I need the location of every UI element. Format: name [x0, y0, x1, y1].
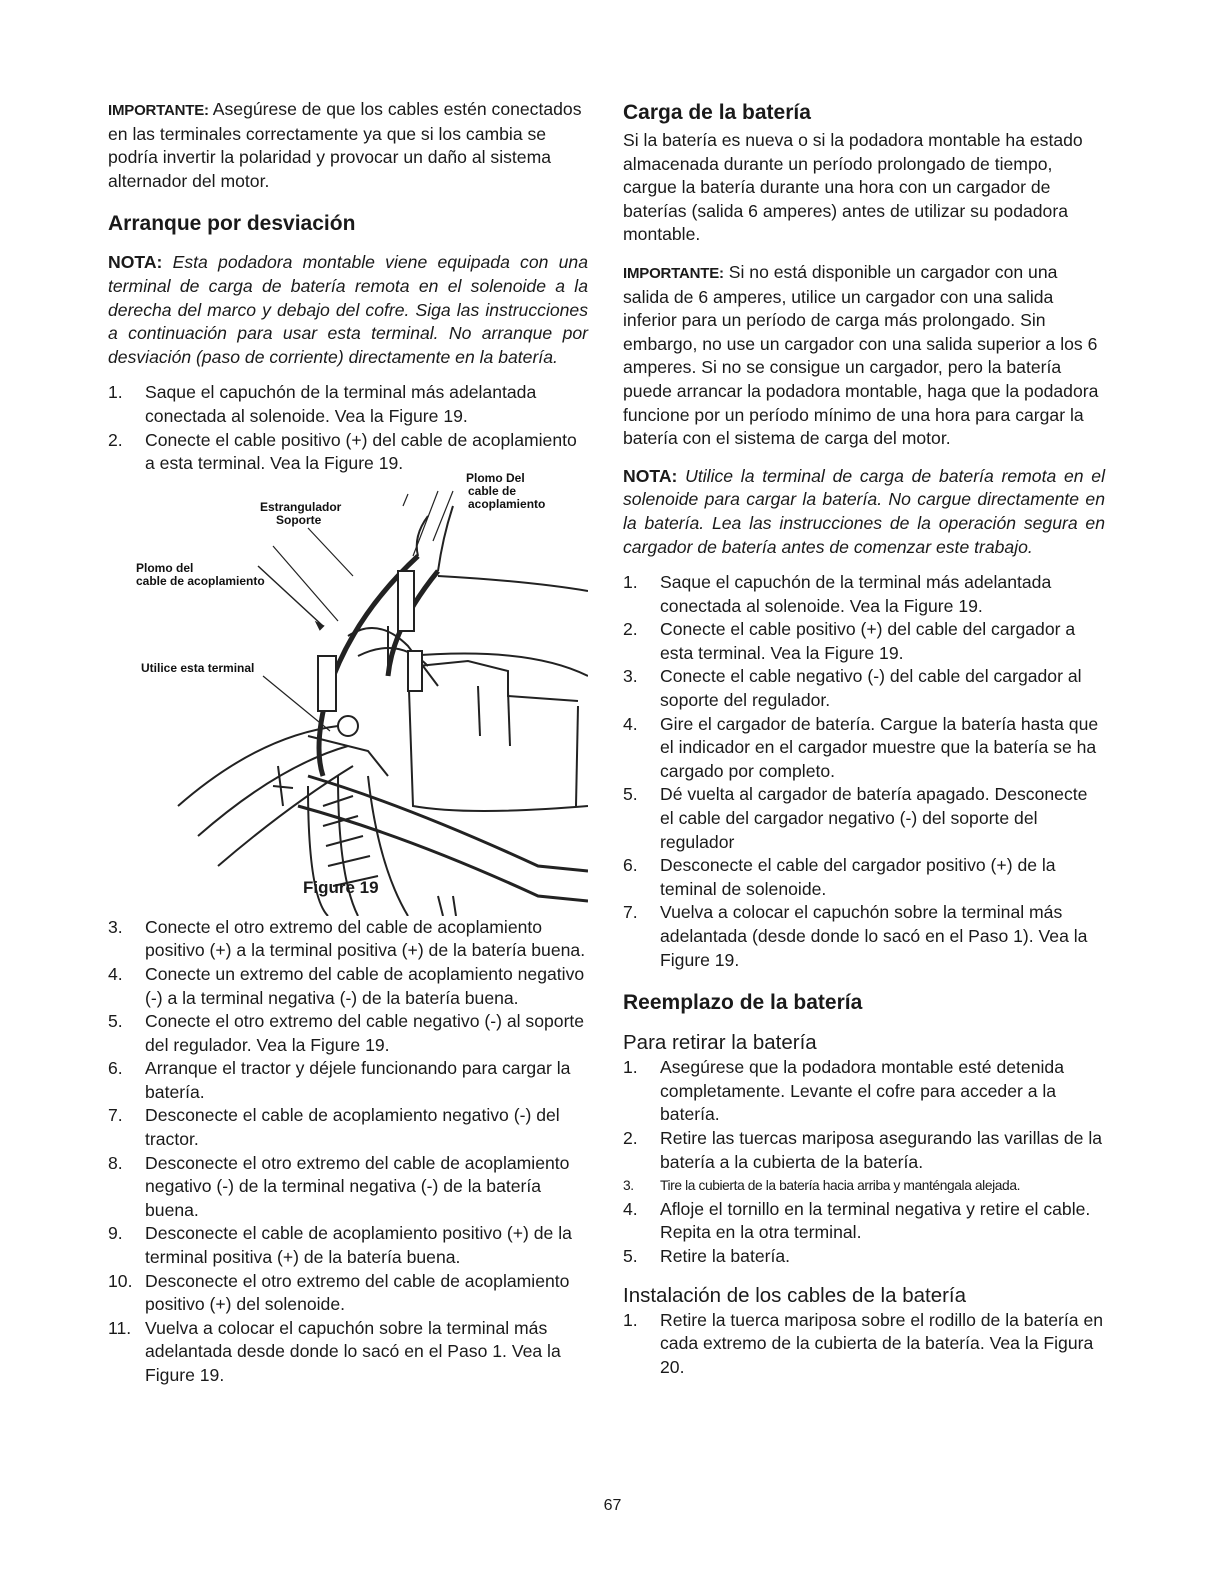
step-number: 1.	[623, 572, 638, 593]
list-item	[623, 1127, 1105, 1174]
step-text: Saque el capuchón de la terminal más adelantada conectada al solenoide. Vea la Figure 19.	[660, 572, 1052, 616]
list-item	[108, 963, 588, 1010]
step-text: Desconecte el cable del cargador positivo (+) de la teminal de solenoide.	[660, 855, 1056, 899]
step-number: 9.	[108, 1223, 123, 1244]
steps-list-d	[623, 1056, 1105, 1268]
list-item	[623, 901, 1105, 972]
list-item	[108, 381, 588, 428]
step-text: Conecte el cable negativo (-) del cable del cargador al soporte del regulador.	[660, 666, 1082, 711]
list-item	[623, 713, 1105, 784]
step-number: 5.	[108, 1011, 123, 1032]
step-text: Tire la cubierta de la batería hacia arriba y manténgala alejada.	[660, 1178, 1021, 1194]
list-item	[108, 1104, 588, 1151]
list-item	[108, 1222, 588, 1269]
step-text: Saque el capuchón de la terminal más adelantada conectada al solenoide. Vea la Figure 19.	[145, 382, 537, 426]
right-column	[623, 98, 1105, 1379]
important-text: Asegúrese de que los cables estén conectados en las terminales correctamente ya que si los cambia se podría invertir la polaridad y provocar un daño al sistema alternador del motor.	[108, 99, 582, 191]
callout-line: Plomo del	[136, 560, 194, 575]
subsection-title-retirar: Para retirar la batería	[623, 1031, 817, 1055]
list-item	[108, 1317, 588, 1388]
step-number: 2.	[108, 429, 123, 450]
figure-caption: Figure 19	[303, 877, 379, 897]
step-text: Vuelva a colocar el capuchón sobre la terminal más adelantada (desde donde lo sacó en el Paso 1). Vea la Figure 19.	[660, 902, 1088, 970]
important-label: IMPORTANTE:	[623, 264, 724, 282]
list-item	[623, 665, 1105, 712]
callout-line: cable de acoplamiento	[136, 573, 265, 588]
step-number: 3.	[623, 1178, 634, 1194]
important-note-2	[623, 261, 1105, 451]
steps-list-a	[108, 381, 588, 475]
callout-line: Plomo Del	[466, 470, 525, 485]
important-note	[108, 98, 588, 193]
step-number: 8.	[108, 1152, 123, 1173]
callout-utilice: Utilice esta terminal	[141, 660, 255, 675]
important-label: IMPORTANTE:	[108, 102, 209, 119]
list-item	[108, 1010, 588, 1057]
list-item	[108, 1057, 588, 1104]
nota-paragraph	[108, 251, 588, 369]
list-item	[108, 916, 588, 963]
callout-line: Soporte	[276, 512, 322, 527]
step-text: Conecte un extremo del cable de acoplamiento negativo (-) a la terminal negativa (-) de la batería buena.	[145, 963, 585, 1008]
step-number: 1.	[108, 382, 123, 403]
step-text: Desconecte el cable de acoplamiento positivo (+) de la terminal positiva (+) de la batería buena.	[145, 1223, 572, 1268]
step-text: Dé vuelta al cargador de batería apagado. Desconecte el cable del cargador negativo (-) del soporte del regulador	[660, 784, 1088, 852]
step-number: 7.	[108, 1105, 123, 1126]
callout-line: cable de	[468, 483, 517, 498]
step-number: 6.	[108, 1058, 123, 1079]
steps-list-e	[623, 1309, 1105, 1380]
nota-paragraph-2	[623, 465, 1105, 559]
figure-19	[108, 470, 588, 916]
callout-estrangulador	[260, 501, 341, 527]
list-item	[623, 618, 1105, 665]
step-text: Conecte el cable positivo (+) del cable del cargador a esta terminal. Vea la Figure 19.	[660, 619, 1076, 663]
list-item	[623, 1245, 1105, 1269]
carga-paragraph: Si la batería es nueva o si la podadora montable ha estado almacenada durante un período prolongado de tiempo, cargue la batería durante una hora con un cargador de baterías (salida 6 amperes) antes de utilizar su podadora montable.	[623, 130, 1083, 245]
step-number: 4.	[623, 713, 638, 734]
nota-label: NOTA:	[108, 252, 163, 273]
step-text: Desconecte el otro extremo del cable de acoplamiento positivo (+) del solenoide.	[145, 1270, 570, 1315]
step-text: Gire el cargador de batería. Cargue la batería hasta que el indicador en el cargador muestre que la batería se ha cargado por completo.	[660, 713, 1099, 781]
callout-line: acoplamiento	[468, 496, 546, 511]
step-number: 5.	[623, 1245, 638, 1266]
nota-text: Utilice la terminal de carga de batería remota en el solenoide para cargar la batería. No cargue directamente en la batería. Lea las instrucciones de la operación segura en cargador de batería antes de comenzar este trabajo.	[623, 465, 1105, 557]
steps-list-b	[108, 916, 588, 1388]
step-text: Desconecte el cable de acoplamiento negativo (-) del tractor.	[145, 1105, 560, 1150]
step-text: Vuelva a colocar el capuchón sobre la terminal más adelantada desde donde lo sacó en el Paso 1. Vea la Figure 19.	[145, 1317, 561, 1385]
step-text: Retire la tuerca mariposa sobre el rodillo de la batería en cada extremo de la cubierta de la batería. Vea la Figura 20.	[660, 1309, 1104, 1377]
callout-plomo-del-left	[136, 562, 265, 588]
step-number: 2.	[623, 619, 638, 640]
step-text: Conecte el cable positivo (+) del cable de acoplamiento a esta terminal. Vea la Figure 19.	[145, 429, 577, 474]
step-number: 6.	[623, 855, 638, 876]
step-number: 4.	[108, 963, 123, 984]
step-number: 1.	[623, 1309, 638, 1330]
nota-label: NOTA:	[623, 465, 678, 486]
callout-plomo-del-right	[466, 472, 545, 511]
list-item	[623, 783, 1105, 854]
step-number: 3.	[623, 666, 638, 687]
step-text: Conecte el otro extremo del cable negativo (-) al soporte del regulador. Vea la Figure 19.	[145, 1011, 585, 1055]
callout-line: Estrangulador	[260, 499, 342, 514]
step-number: 10.	[108, 1270, 133, 1291]
steps-list-c	[623, 571, 1105, 972]
list-item	[623, 1309, 1105, 1380]
section-title-carga: Carga de la batería	[623, 101, 811, 124]
list-item	[108, 429, 588, 476]
step-number: 5.	[623, 784, 638, 805]
step-text: Afloje el tornillo en la terminal negativa y retire el cable. Repita en la otra terminal.	[660, 1198, 1091, 1243]
step-text: Arranque el tractor y déjele funcionando para cargar la batería.	[145, 1058, 571, 1102]
left-column	[108, 98, 588, 1388]
step-number: 1.	[623, 1057, 638, 1078]
figure-19-illustration	[108, 476, 588, 916]
list-item	[108, 1270, 588, 1317]
list-item	[108, 1152, 588, 1223]
important-text: Si no está disponible un cargador con una salida de 6 amperes, utilice un cargador con una salida inferior para un período de carga más prolongado. Sin embargo, no use un cargador con una salida superior a los 6 amperes. Si no se consigue un cargador, pero la batería puede arrancar la podadora montable, haga que la podadora funcione por un período mínimo de una hora para cargar la batería con el sistema de carga del motor.	[623, 261, 1099, 449]
nota-text: Esta podadora montable viene equipada con una terminal de carga de batería remota en el solenoide a la derecha del marco y debajo del cofre. Siga las instrucciones a continuación para usar esta terminal. No arranque por desviación (paso de corriente) directamente en la batería.	[108, 252, 588, 367]
step-text: Desconecte el otro extremo del cable de acoplamiento negativo (-) de la terminal negativa (-) de la batería buena.	[145, 1152, 570, 1220]
step-number: 2.	[623, 1127, 638, 1148]
section-title-reemplazo: Reemplazo de la batería	[623, 991, 863, 1015]
list-item	[623, 571, 1105, 618]
step-text: Retire las tuercas mariposa asegurando las varillas de la batería a la cubierta de la batería.	[660, 1127, 1103, 1172]
step-number: 7.	[623, 902, 638, 923]
list-item	[623, 854, 1105, 901]
step-number: 11.	[108, 1317, 132, 1338]
list-item	[623, 1056, 1105, 1127]
list-item	[623, 1174, 1105, 1198]
list-item	[623, 1198, 1105, 1245]
step-number: 4.	[623, 1198, 638, 1219]
step-text: Conecte el otro extremo del cable de acoplamiento positivo (+) a la terminal positiva (+) de la batería buena.	[145, 916, 586, 961]
step-number: 3.	[108, 916, 123, 937]
subsection-title-instalacion: Instalación de los cables de la batería	[623, 1283, 967, 1307]
section-title-arranque: Arranque por desviación	[108, 212, 356, 236]
step-text: Asegúrese que la podadora montable esté detenida completamente. Levante el cofre para acceder a la batería.	[660, 1057, 1064, 1125]
page-number: 67	[603, 1497, 622, 1514]
step-text: Retire la batería.	[660, 1245, 791, 1266]
